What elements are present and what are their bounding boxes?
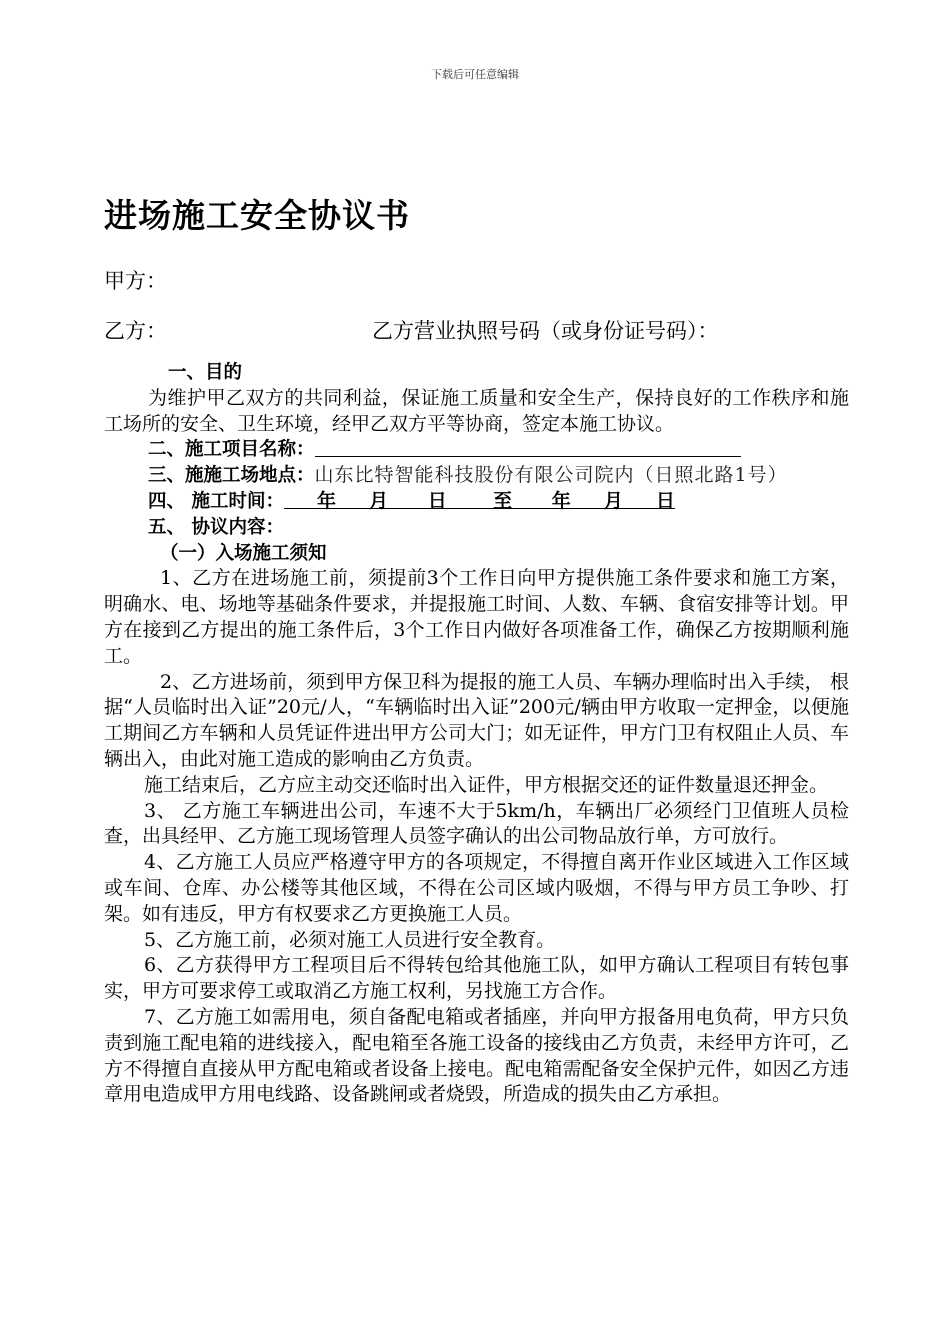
agreement-body xyxy=(104,360,849,1108)
clause-1: 1、乙方在进场施工前，须提前3个工作日向甲方提供施工条件要求和施工方案，明确水、电、场地等基础条件要求，并提报施工时间、人数、车辆、食宿安排等计划。甲方在接到乙方提出的施工条件后，3个工作日内做好各项准备工作，确保乙方按期顺利施工。 xyxy=(104,567,849,667)
clause-4: 4、乙方施工人员应严格遵守甲方的各项规定，不得擅自离开作业区域进入工作区域或车间、仓库、办公楼等其他区域，不得在公司区域内吸烟，不得与甲方员工争吵、打架。如有违反，甲方有权要求乙方更换施工人员。 xyxy=(104,851,849,925)
clause-3: 3、 乙方施工车辆进出公司，车速不大于5km/h，车辆出厂必须经门卫值班人员检查，出具经甲、乙方施工现场管理人员签字确认的出公司物品放行单，方可放行。 xyxy=(104,799,849,848)
section-3-line xyxy=(104,463,849,489)
section-5-heading: 五、 协议内容： xyxy=(148,516,284,538)
subsection-1-heading: （一）入场施工须知 xyxy=(160,542,327,564)
section-4-label: 四、 施工时间： xyxy=(148,490,284,512)
clause-2: 2、乙方进场前，须到甲方保卫科为提报的施工人员、车辆办理临时出入手续， 根据“人员临时出入证”20元/人，“车辆临时出入证”200元/辆由甲方收取一定押金，以便施工期间乙方车辆和人员凭证件进出甲方公司大门；如无证件，甲方门卫有权阻止人员、车辆出入，由此对施工造成的影响由乙方负责。 xyxy=(104,670,849,770)
section-3-label: 三、施施工场地点： xyxy=(148,465,315,487)
document-title: 进场施工安全协议书 xyxy=(104,196,410,235)
section-1-body: 为维护甲乙双方的共同利益，保证施工质量和安全生产，保持良好的工作秩序和施工场所的安全、卫生环境，经甲乙双方平等协商，签定本施工协议。 xyxy=(104,386,849,435)
clause-6: 6、乙方获得甲方工程项目后不得转包给其他施工队，如甲方确认工程项目有转包事实，甲方可要求停工或取消乙方施工权利，另找施工方合作。 xyxy=(104,954,849,1003)
license-number-label: 乙方营业执照号码（或身份证号码）： xyxy=(372,319,719,343)
section-1-heading: 一、目的 xyxy=(168,362,243,383)
section-2-line xyxy=(104,437,849,463)
party-b-label: 乙方： xyxy=(104,319,167,343)
clause-7: 7、乙方施工如需用电，须自备配电箱或者插座，并向甲方报备用电负荷，甲方只负责到施工配电箱的进线接入，配电箱至各施工设备的接线由乙方负责，未经甲方许可，乙方不得擅自直接从甲方配电箱或者设备上接电。配电箱需配备安全保护元件，如因乙方违章用电造成甲方用电线路、设备跳闸或者烧毁，所造成的损失由乙方承担。 xyxy=(104,1005,849,1106)
section-4-line xyxy=(104,489,849,515)
party-a-label: 甲方： xyxy=(104,269,167,293)
clause-2-note: 施工结束后，乙方应主动交还临时出入证件，甲方根据交还的证件数量退还押金。 xyxy=(144,773,829,796)
clause-5: 5、乙方施工前，必须对施工人员进行安全教育。 xyxy=(144,928,556,951)
header-note: 下载后可任意编辑 xyxy=(431,68,519,81)
construction-time-value: 年 月 日 至 年 月 日 xyxy=(283,489,675,512)
section-2-label: 二、施工项目名称： xyxy=(148,439,315,461)
site-location-value: 山东比特智能科技股份有限公司院内（日照北路1号） xyxy=(314,464,788,487)
project-name-blank xyxy=(315,437,741,457)
